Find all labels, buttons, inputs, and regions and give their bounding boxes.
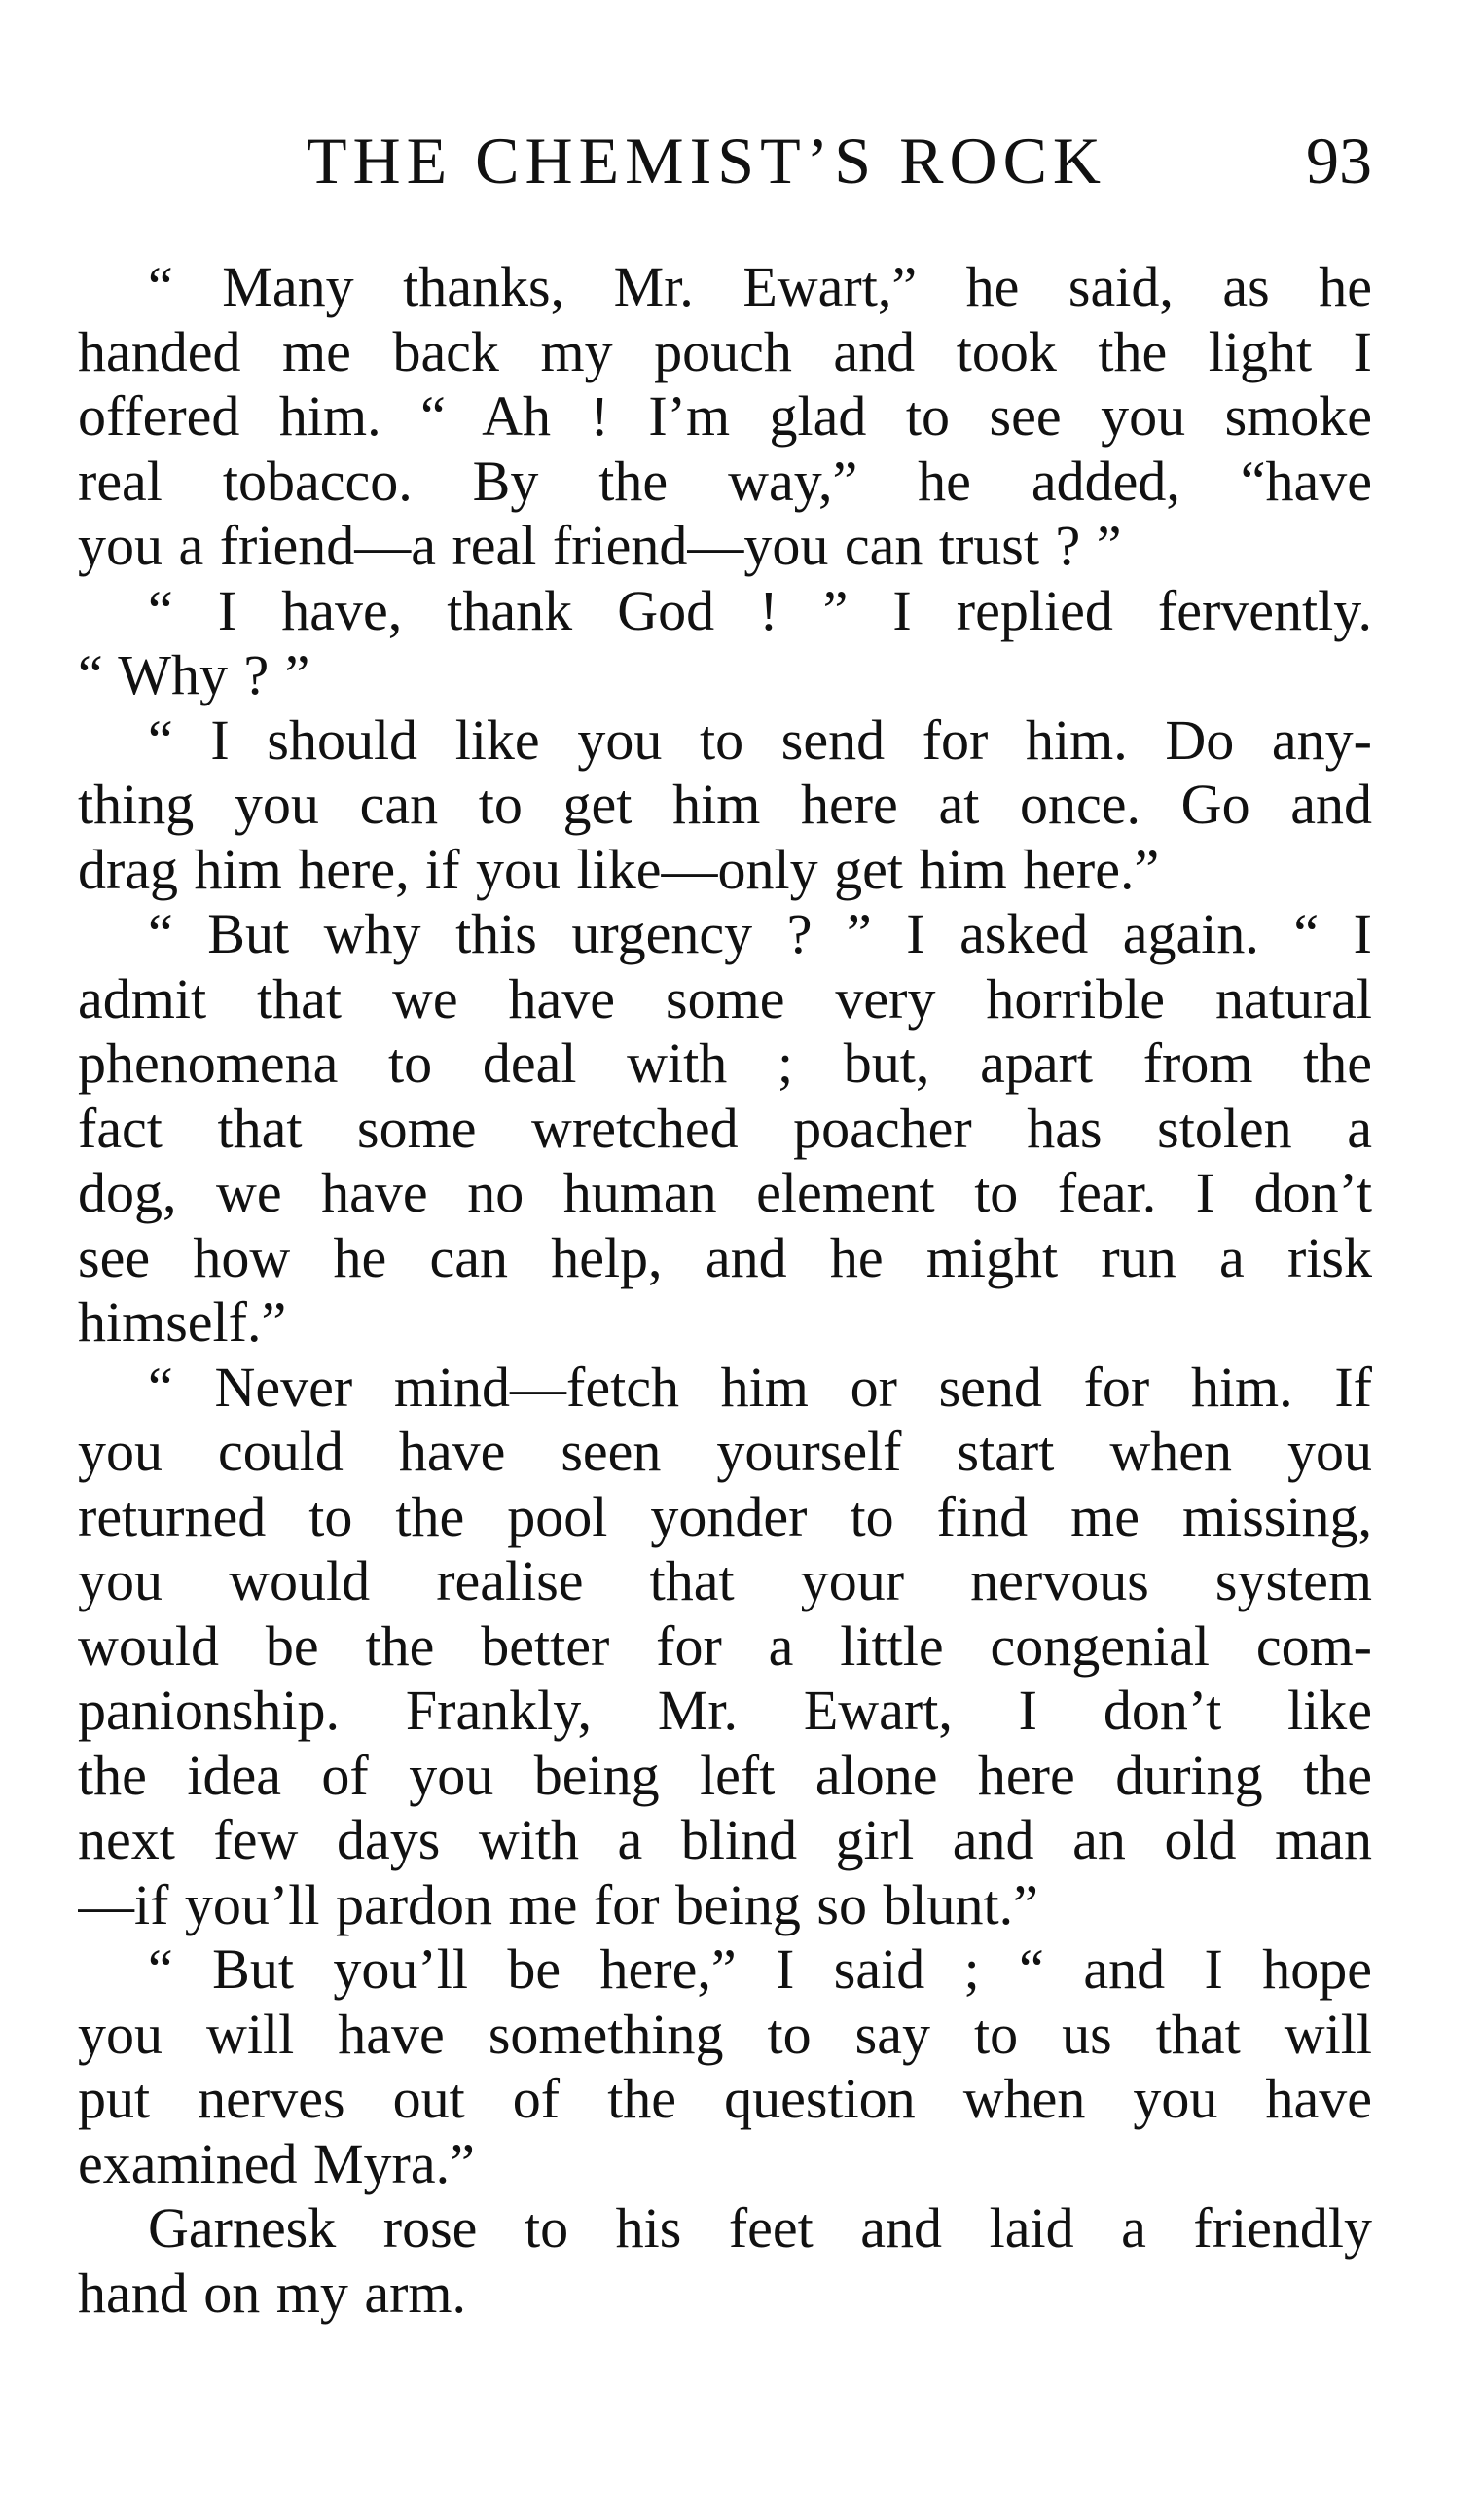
text-line: offered him. “ Ah ! I’m glad to see you smoke — [78, 384, 1372, 448]
text-line: dog, we have no human element to fear. I don’t — [78, 1161, 1372, 1224]
running-title: THE CHEMIST’S ROCK — [307, 124, 1107, 198]
text-line: put nerves out of the question when you have — [78, 2067, 1372, 2130]
text-line: you would realise that your nervous system — [78, 1549, 1372, 1612]
text-line: next few days with a blind girl and an old man — [78, 1808, 1372, 1871]
running-head — [78, 117, 1372, 204]
text-line: “ Never mind—fetch him or send for him. If — [148, 1355, 1372, 1419]
text-line: examined Myra.” — [78, 2131, 475, 2195]
text-line: hand on my arm. — [78, 2261, 467, 2325]
text-line: “ Many thanks, Mr. Ewart,” he said, as he — [148, 255, 1372, 318]
text-line: “ But why this urgency ? ” I asked again. “ I — [148, 902, 1372, 965]
text-line: —if you’ll pardon me for being so blunt.” — [78, 1872, 1038, 1936]
text-line: admit that we have some very horrible natural — [78, 966, 1372, 1031]
page-number: 93 — [1306, 124, 1372, 198]
text-line: would be the better for a little congenial com- — [78, 1613, 1372, 1678]
text-line: returned to the pool yonder to find me missing, — [78, 1484, 1372, 1548]
text-line: the idea of you being left alone here during the — [78, 1743, 1372, 1807]
text-line: phenomena to deal with ; but, apart from the — [78, 1031, 1372, 1095]
text-line: fact that some wretched poacher has stolen a — [78, 1096, 1372, 1160]
text-line: panionship. Frankly, Mr. Ewart, I don’t like — [78, 1679, 1372, 1742]
text-line: see how he can help, and he might run a risk — [78, 1225, 1372, 1289]
body-text — [78, 255, 1372, 2326]
text-line: thing you can to get him here at once. Go and — [78, 773, 1372, 836]
text-line: handed me back my pouch and took the light I — [78, 319, 1372, 383]
text-line: himself.” — [78, 1290, 287, 1354]
text-line: Garnesk rose to his feet and laid a friendly — [148, 2196, 1372, 2260]
text-line: drag him here, if you like—only get him here.” — [78, 837, 1160, 901]
text-line: “ Why ? ” — [78, 643, 310, 706]
text-line: “ I have, thank God ! ” I replied fervently. — [148, 578, 1372, 642]
text-line: you could have seen yourself start when you — [78, 1420, 1372, 1483]
text-line: “ I should like you to send for him. Do any- — [148, 707, 1372, 772]
text-line: real tobacco. By the way,” he added, “have — [78, 449, 1372, 513]
text-line: you will have something to say to us that will — [78, 2002, 1372, 2066]
text-line: you a friend—a real friend—you can trust ? ” — [78, 514, 1122, 577]
text-line: “ But you’ll be here,” I said ; “ and I hope — [148, 1937, 1372, 2001]
